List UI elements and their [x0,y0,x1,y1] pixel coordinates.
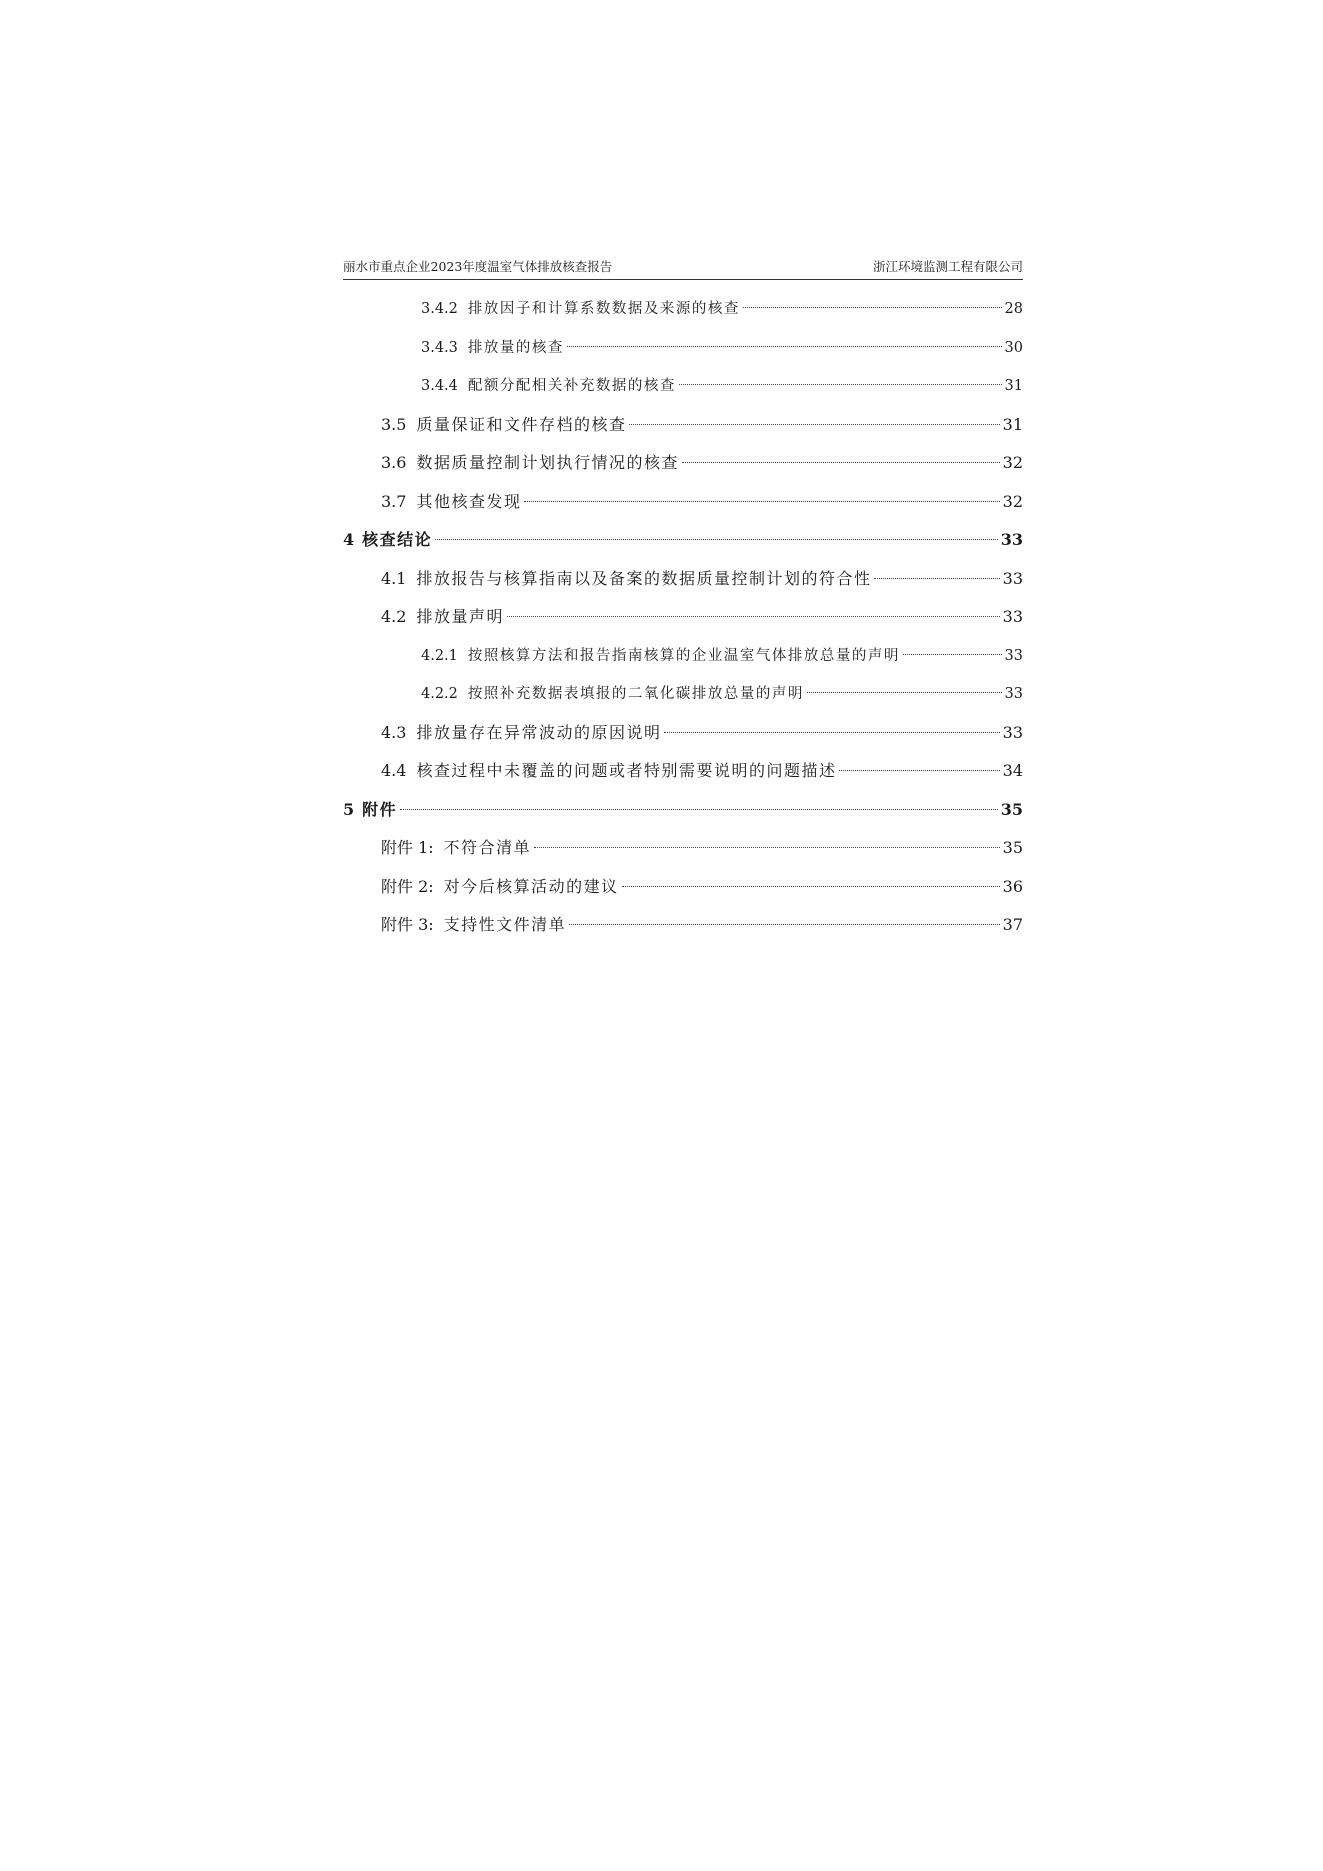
toc-dot-leader [807,692,1002,693]
toc-entry[interactable] [343,637,1023,676]
toc-entry-title: 按照补充数据表填报的二氧化碳排放总量的声明 [467,686,804,702]
toc-entry-page-number: 36 [1002,876,1023,896]
toc-entry-number: 5 [343,799,355,819]
toc-entry-number: 4 [343,530,355,549]
toc-entry-page-number: 33 [1000,530,1023,549]
toc-dot-leader [839,770,999,771]
toc-entry-title: 附件 [362,799,398,819]
toc-dot-leader [743,307,1002,308]
toc-entry-page-number: 28 [1004,301,1023,317]
toc-entry-number: 附件 3: [381,915,434,934]
toc-entry-page-number: 35 [1000,799,1023,819]
toc-dot-leader [400,809,998,810]
page-header [343,252,1023,280]
toc-entry-page-number: 33 [1004,647,1023,664]
toc-entry-page-number: 33 [1002,607,1023,626]
toc-entry-page-number: 32 [1002,491,1023,511]
toc-entry-page-number: 30 [1004,339,1023,356]
toc-dot-leader [682,462,1000,463]
toc-dot-leader [534,847,999,848]
toc-dot-leader [679,384,1002,385]
toc-entry-title: 排放报告与核算指南以及备案的数据质量控制计划的符合性 [416,568,872,588]
toc-dot-leader [524,501,999,502]
toc-dot-leader [567,346,1002,347]
toc-entry-title: 核查结论 [362,530,433,549]
toc-entry-number: 3.7 [381,491,407,511]
toc-entry[interactable] [343,829,1023,868]
toc-entry-page-number: 33 [1004,686,1023,702]
toc-entry[interactable] [343,560,1023,599]
toc-dot-leader [622,886,1000,887]
toc-entry[interactable] [343,367,1023,406]
toc-entry[interactable] [343,675,1023,714]
toc-entry-number: 4.4 [381,761,407,780]
toc-entry-page-number: 31 [1004,378,1023,394]
toc-dot-leader [569,924,999,925]
toc-entry-title: 排放因子和计算系数数据及来源的核查 [467,301,740,317]
toc-entry-title: 对今后核算活动的建议 [443,876,619,896]
toc-entry[interactable] [343,714,1023,753]
toc-entry-page-number: 35 [1002,838,1023,857]
toc-entry-number: 3.4.4 [421,378,458,394]
toc-entry-title: 配额分配相关补充数据的核查 [467,378,676,394]
toc-entry-title: 排放量的核查 [467,339,564,356]
toc-entry-number: 3.5 [381,414,407,434]
toc-entry[interactable] [343,752,1023,791]
toc-dot-leader [435,539,998,540]
toc-entry[interactable] [343,521,1023,560]
toc-entry-title: 排放量存在异常波动的原因说明 [416,722,662,742]
toc-entry-page-number: 34 [1002,761,1023,780]
toc-entry-title: 支持性文件清单 [443,915,567,934]
table-of-contents [343,290,1023,945]
toc-entry-title: 不符合清单 [443,838,532,857]
toc-entry[interactable] [343,868,1023,907]
toc-entry[interactable] [343,791,1023,830]
toc-entry[interactable] [343,483,1023,522]
header-company-name: 浙江环境监测工程有限公司 [872,259,1023,274]
toc-entry-number: 4.3 [381,722,407,742]
header-report-title: 丽水市重点企业2023年度温室气体排放核查报告 [343,259,613,274]
toc-entry-number: 附件 2: [381,876,434,896]
toc-dot-leader [874,578,999,579]
toc-entry-number: 4.2.1 [421,647,458,664]
toc-entry-number: 3.4.2 [421,301,458,317]
toc-entry-page-number: 31 [1002,414,1023,434]
toc-entry-number: 3.6 [381,453,407,472]
toc-entry-number: 4.2.2 [421,686,458,702]
toc-entry-title: 其他核查发现 [416,491,522,511]
toc-entry[interactable] [343,598,1023,637]
toc-entry[interactable] [343,329,1023,368]
toc-entry[interactable] [343,290,1023,329]
toc-entry-number: 附件 1: [381,838,434,857]
toc-dot-leader [629,424,999,425]
toc-dot-leader [507,616,1000,617]
toc-entry[interactable] [343,906,1023,945]
toc-entry-number: 3.4.3 [421,339,458,356]
toc-entry-title: 按照核算方法和报告指南核算的企业温室气体排放总量的声明 [467,647,900,664]
toc-entry-page-number: 33 [1002,568,1023,588]
toc-entry-title: 数据质量控制计划执行情况的核查 [416,453,679,472]
toc-entry-number: 4.1 [381,568,407,588]
toc-entry-title: 核查过程中未覆盖的问题或者特别需要说明的问题描述 [416,761,837,780]
toc-entry-page-number: 33 [1002,722,1023,742]
toc-entry[interactable] [343,444,1023,483]
toc-entry-title: 质量保证和文件存档的核查 [416,414,627,434]
toc-entry-page-number: 32 [1002,453,1023,472]
toc-entry-title: 排放量声明 [416,607,504,626]
toc-entry[interactable] [343,406,1023,445]
toc-dot-leader [903,654,1002,655]
toc-dot-leader [664,732,999,733]
toc-entry-page-number: 37 [1002,915,1023,934]
toc-entry-number: 4.2 [381,607,407,626]
